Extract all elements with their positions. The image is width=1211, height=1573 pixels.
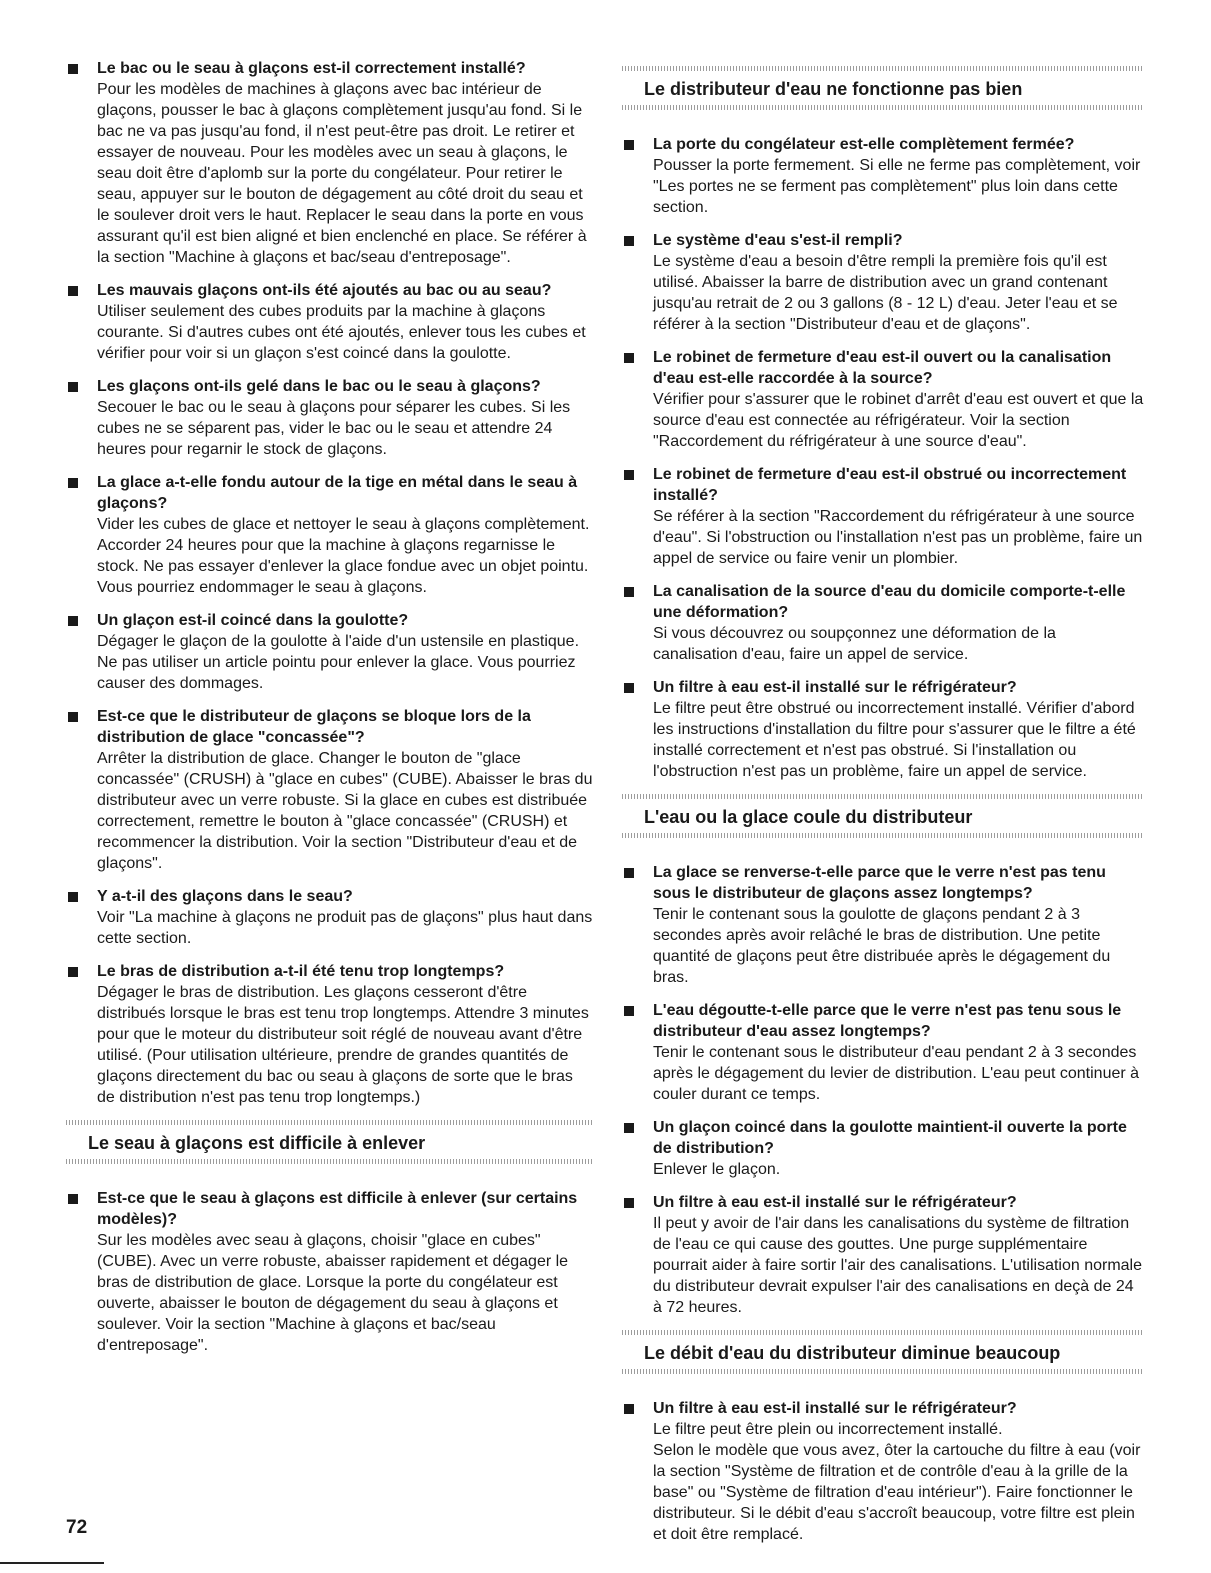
answer: Dégager le glaçon de la goulotte à l'aide d'un ustensile en plastique. Ne pas utiliser un article pointu pour enlever la glace. Vous pourriez causer des dommages. (97, 633, 580, 692)
bullet-icon (624, 1006, 634, 1016)
answer: Vérifier pour s'assurer que le robinet d'arrêt d'eau est ouvert et que la source d'eau est connectée au réfrigérateur. Voir la section "Raccordement du réfrigérateur à une source d'eau". (653, 391, 1144, 450)
question: La porte du congélateur est-elle complètement fermée? (653, 136, 1075, 153)
answer: Sur les modèles avec seau à glaçons, choisir "glace en cubes" (CUBE). Avec un verre robuste, abaisser rapidement et dégager le bras de distribution de glace. Lorsque la porte du congélateur est ouverte, abaisser le bouton de dégagement du seau à glaçons et soulever. Voir la section "Machine à glaçons et bac/seau d'entreposage". (97, 1232, 569, 1354)
troubleshooting-item (622, 347, 1144, 452)
question: Les glaçons ont-ils gelé dans le bac ou le seau à glaçons? (97, 378, 541, 395)
bullet-icon (68, 478, 78, 488)
answer: Dégager le bras de distribution. Les glaçons cesseront d'être distribués lorsque le bras est tenu trop longtemps. Attendre 3 minutes pour que le moteur du distributeur soit réglé de nouveau avant d'être utilisé. (Pour utilisation ultérieure, prendre de grandes quantités de glaçons directement du bac ou seau à glaçons de sorte que le bras de distribution n'est pas tenu trop longtemps.) (97, 984, 589, 1106)
answer: Utiliser seulement des cubes produits par la machine à glaçons courante. Si d'autres cubes ont été ajoutés, enlever tous les cubes et vérifier pour voir si un glaçon s'est coincé dans la goulotte. (97, 303, 586, 362)
section-title: Le distributeur d'eau ne fonctionne pas bien (644, 79, 1023, 99)
answer: Pour les modèles de machines à glaçons avec bac intérieur de glaçons, pousser le bac à glaçons complètement jusqu'au fond. Si le bac ne va pas jusqu'au fond, il n'est peut-être pas droit. Le retirer et essayer de nouveau. Pour les modèles avec un seau à glaçons, le seau doit être d'aplomb sur la porte du congélateur. Pour retirer le seau, appuyer sur le bouton de dégagement au côté droit du seau et le soulever droit vers le haut. Replacer le seau dans la porte en vous assurant qu'il est bien aligné et bien enclenché en place. Se référer à la section "Machine à glaçons et bac/seau d'entreposage". (97, 81, 587, 266)
question: Le robinet de fermeture d'eau est-il ouvert ou la canalisation d'eau est-elle raccordée à la source? (653, 349, 1112, 387)
bullet-icon (68, 382, 78, 392)
troubleshooting-item (622, 1000, 1144, 1105)
troubleshooting-item (622, 1117, 1144, 1180)
troubleshooting-item (622, 134, 1144, 218)
section-header (622, 66, 1144, 110)
bullet-icon (624, 1404, 634, 1414)
troubleshooting-item (66, 58, 594, 268)
question: Y a-t-il des glaçons dans le seau? (97, 888, 353, 905)
section-header (622, 794, 1144, 838)
bullet-icon (624, 470, 634, 480)
bullet-icon (68, 1194, 78, 1204)
section-title: Le débit d'eau du distributeur diminue beaucoup (644, 1343, 1061, 1363)
question: La glace se renverse-t-elle parce que le verre n'est pas tenu sous le distributeur de glaçons assez longtemps? (653, 864, 1106, 902)
answer: Si vous découvrez ou soupçonnez une déformation de la canalisation d'eau, faire un appel de service. (653, 625, 1056, 663)
question: Un filtre à eau est-il installé sur le réfrigérateur? (653, 679, 1017, 696)
question: L'eau dégoutte-t-elle parce que le verre n'est pas tenu sous le distributeur d'eau assez longtemps? (653, 1002, 1122, 1040)
bullet-icon (624, 236, 634, 246)
troubleshooting-item (66, 1188, 594, 1356)
troubleshooting-item (66, 961, 594, 1108)
bullet-icon (624, 868, 634, 878)
bullet-icon (68, 64, 78, 74)
question: La canalisation de la source d'eau du domicile comporte-t-elle une déformation? (653, 583, 1126, 621)
answer: Le filtre peut être plein ou incorrectement installé. (653, 1421, 1003, 1438)
answer: Tenir le contenant sous le distributeur d'eau pendant 2 à 3 secondes après le dégagement du levier de distribution. L'eau peut continuer à couler durant ce temps. (653, 1044, 1140, 1103)
troubleshooting-item (66, 472, 594, 598)
troubleshooting-item (66, 610, 594, 694)
question: Est-ce que le distributeur de glaçons se bloque lors de la distribution de glace "concassée"? (97, 708, 531, 746)
divider (622, 105, 1144, 110)
bullet-icon (624, 140, 634, 150)
question: Le robinet de fermeture d'eau est-il obstrué ou incorrectement installé? (653, 466, 1127, 504)
question: La glace a-t-elle fondu autour de la tige en métal dans le seau à glaçons? (97, 474, 578, 512)
troubleshooting-item (622, 862, 1144, 988)
bullet-icon (624, 683, 634, 693)
left-column (66, 58, 594, 1368)
troubleshooting-item (622, 581, 1144, 665)
page-number: 72 (66, 1517, 88, 1538)
bullet-icon (68, 616, 78, 626)
bullet-icon (68, 892, 78, 902)
question: Le bac ou le seau à glaçons est-il correctement installé? (97, 60, 526, 77)
question: Est-ce que le seau à glaçons est difficile à enlever (sur certains modèles)? (97, 1190, 578, 1228)
answer: Se référer à la section "Raccordement du réfrigérateur à une source d'eau". Si l'obstruction ou l'installation n'est pas un problème, faire un appel de service ou faire venir un plombier. (653, 508, 1143, 567)
bullet-icon (624, 587, 634, 597)
question: Les mauvais glaçons ont-ils été ajoutés au bac ou au seau? (97, 282, 552, 299)
bullet-icon (624, 1123, 634, 1133)
right-column (622, 58, 1144, 1557)
divider (622, 1330, 1144, 1335)
troubleshooting-item (622, 1192, 1144, 1318)
divider (622, 833, 1144, 838)
divider (622, 794, 1144, 799)
troubleshooting-item (622, 464, 1144, 569)
bullet-icon (68, 712, 78, 722)
answer: Le système d'eau a besoin d'être rempli la première fois qu'il est utilisé. Abaisser la barre de distribution avec un grand contenant jusqu'au retrait de 2 ou 3 gallons (8 - 12 L) d'eau. Jeter l'eau et se référer à la section "Distributeur d'eau et de glaçons". (653, 253, 1118, 333)
question: Un glaçon coincé dans la goulotte maintient-il ouverte la porte de distribution? (653, 1119, 1127, 1157)
section-header (622, 1330, 1144, 1374)
bullet-icon (624, 353, 634, 363)
troubleshooting-item (66, 280, 594, 364)
section-header (66, 1120, 594, 1164)
troubleshooting-item (66, 706, 594, 874)
footer-rule (0, 1562, 104, 1564)
question: Un glaçon est-il coincé dans la goulotte? (97, 612, 409, 629)
answer: Vider les cubes de glace et nettoyer le seau à glaçons complètement. Accorder 24 heures pour que la machine à glaçons regarnisse le stock. Ne pas essayer d'enlever la glace fondue avec un objet pointu. Vous pourriez endommager le seau à glaçons. (97, 516, 590, 596)
answer: Enlever le glaçon. (653, 1161, 781, 1178)
troubleshooting-item (622, 1398, 1144, 1545)
divider (66, 1120, 594, 1125)
answer: Voir "La machine à glaçons ne produit pas de glaçons" plus haut dans cette section. (97, 909, 593, 947)
troubleshooting-item (66, 886, 594, 949)
bullet-icon (624, 1198, 634, 1208)
bullet-icon (68, 967, 78, 977)
question: Un filtre à eau est-il installé sur le réfrigérateur? (653, 1400, 1017, 1417)
answer-continued: Selon le modèle que vous avez, ôter la cartouche du filtre à eau (voir la section "Système de filtration et de contrôle d'eau à la grille de la base" ou "Système de filtration d'eau intérieur"). Faire fonctionner le distributeur. Si le débit d'eau s'accroît beaucoup, votre filtre est plein et doit être remplacé. (653, 1442, 1141, 1543)
divider (622, 66, 1144, 71)
answer: Le filtre peut être obstrué ou incorrectement installé. Vérifier d'abord les instructions d'installation du filtre pour s'assurer que le filtre a été installé correctement et n'est pas obstrué. Si l'installation ou l'obstruction n'est pas un problème, faire un appel de service. (653, 700, 1136, 780)
answer: Arrêter la distribution de glace. Changer le bouton de "glace concassée" (CRUSH) à "glace en cubes" (CUBE). Abaisser le bras du distributeur avec un verre robuste. Si la glace en cubes est distribuée correctement, remettre le bouton à "glace concassée" (CRUSH) et recommencer la distribution. Voir la section "Distributeur d'eau et de glaçons". (97, 750, 593, 872)
answer: Tenir le contenant sous la goulotte de glaçons pendant 2 à 3 secondes après avoir relâché le bras de distribution. Une petite quantité de glaçons peut être distribuée après le dégagement du bras. (653, 906, 1111, 986)
troubleshooting-item (66, 376, 594, 460)
question: Le système d'eau s'est-il rempli? (653, 232, 903, 249)
divider (622, 1369, 1144, 1374)
answer: Il peut y avoir de l'air dans les canalisations du système de filtration de l'eau ce qui cause des gouttes. Une purge supplémentaire pourrait aider à faire sortir l'air des canalisations. L'utilisation normale du distributeur devrait expulser l'air des canalisations en deçà de 24 à 72 heures. (653, 1215, 1143, 1316)
question: Un filtre à eau est-il installé sur le réfrigérateur? (653, 1194, 1017, 1211)
troubleshooting-item (622, 677, 1144, 782)
answer: Pousser la porte fermement. Si elle ne ferme pas complètement, voir "Les portes ne se ferment pas complètement" plus loin dans cette section. (653, 157, 1141, 216)
divider (66, 1159, 594, 1164)
bullet-icon (68, 286, 78, 296)
troubleshooting-item (622, 230, 1144, 335)
answer: Secouer le bac ou le seau à glaçons pour séparer les cubes. Si les cubes ne se séparent pas, vider le bac ou le seau et attendre 24 heures pour regarnir le stock de glaçons. (97, 399, 571, 458)
question: Le bras de distribution a-t-il été tenu trop longtemps? (97, 963, 505, 980)
section-title: L'eau ou la glace coule du distributeur (644, 807, 973, 827)
section-title: Le seau à glaçons est difficile à enlever (88, 1133, 426, 1153)
